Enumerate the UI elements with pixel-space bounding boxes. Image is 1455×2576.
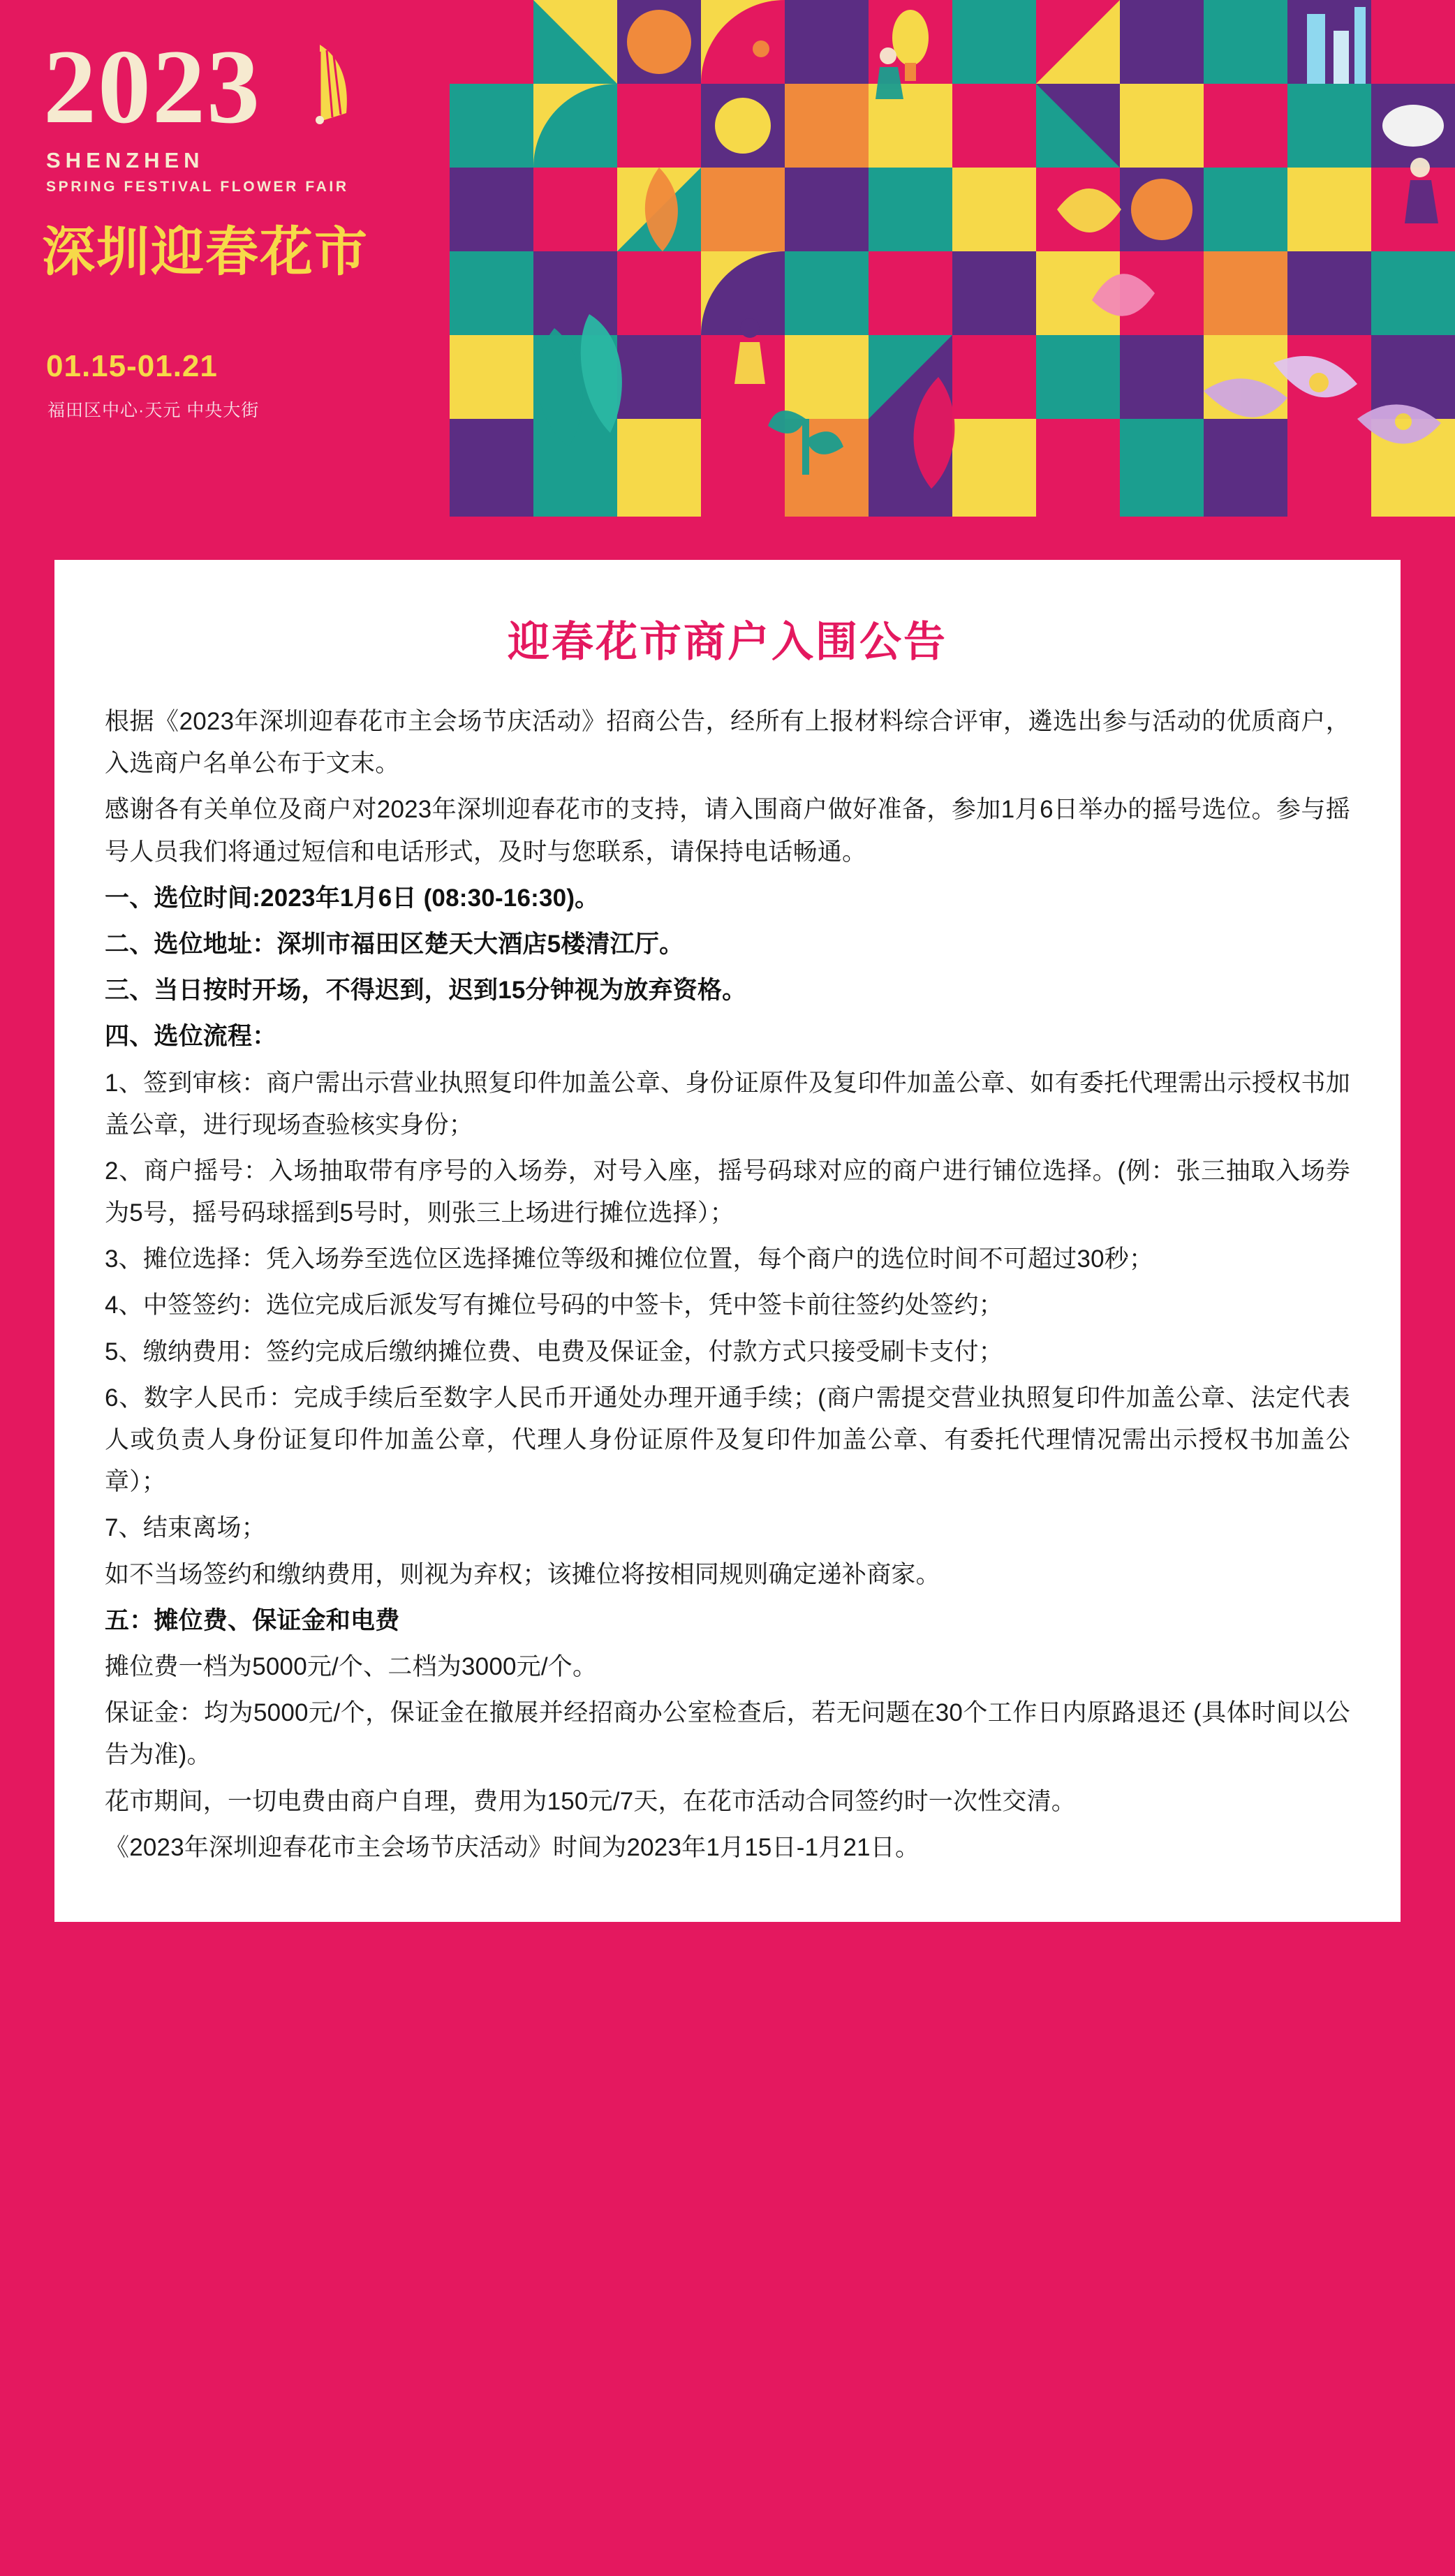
notice-paragraph: 三、当日按时开场，不得迟到，迟到15分钟视为放弃资格。 [105, 977, 747, 1005]
notice-paragraph: 保证金：均为5000元/个，保证金在撤展并经招商办公室检查后，若无问题在30个工作日内原路退还 (具体时间以公告为准)。 [105, 1699, 1350, 1769]
logo-en-subtitle: SPRING FESTIVAL FLOWER FAIR [46, 179, 349, 195]
fan-icon [288, 40, 352, 124]
brand-logo-block [0, 0, 447, 517]
notice-paragraph: 5、缴纳费用：签约完成后缴纳摊位费、电费及保证金，付款方式只接受刷卡支付； [105, 1338, 1003, 1365]
notice-paragraph: 一、选位时间:2023年1月6日 (08:30-16:30)。 [105, 884, 600, 912]
logo-cn-title: 深圳迎春花市 [42, 223, 369, 282]
notice-paragraph: 2、商户摇号：入场抽取带有序号的入场券，对号入座，摇号码球对应的商户进行铺位选择。(例：张三抽取入场券为5号，摇号码球摇到5号时，则张三上场进行摊位选择）； [105, 1157, 1350, 1227]
notice-paragraph: 二、选位地址：深圳市福田区楚天大酒店5楼清江厅。 [105, 930, 684, 958]
notice-paragraph: 感谢各有关单位及商户对2023年深圳迎春花市的支持，请入围商户做好准备，参加1月6日举办的摇号选位。参与摇号人员我们将通过短信和电话形式，及时与您联系，请保持电话畅通。 [105, 796, 1350, 866]
notice-paragraph: 7、结束离场； [105, 1514, 266, 1542]
notice-paragraph: 如不当场签约和缴纳费用，则视为弃权；该摊位将按相同规则确定递补商家。 [105, 1560, 940, 1588]
notice-paragraph: 四、选位流程： [105, 1023, 277, 1051]
event-location: 福田区中心·天元 中央大街 [47, 401, 260, 420]
notice-paragraph: 6、数字人民币：完成手续后至数字人民币开通处办理开通手续；(商户需提交营业执照复印件加盖公章、法定代表人或负责人身份证复印件加盖公章，代理人身份证原件及复印件加盖公章、有委托代理情况需出示授权书加盖公章）； [105, 1384, 1350, 1496]
notice-paragraph: 摊位费一档为5000元/个、二档为3000元/个。 [105, 1652, 598, 1680]
notice-paragraph: 五：摊位费、保证金和电费 [105, 1606, 400, 1634]
notice-paragraph: 根据《2023年深圳迎春花市主会场节庆活动》招商公告，经所有上报材料综合评审，遴选出参与活动的优质商户，入选商户名单公布于文末。 [105, 708, 1350, 778]
notice-paragraph: 《2023年深圳迎春花市主会场节庆活动》时间为2023年1月15日-1月21日。 [105, 1833, 920, 1861]
notice-paragraph: 3、摊位选择：凭入场券至选位区选择摊位等级和摊位位置，每个商户的选位时间不可超过30秒； [105, 1245, 1154, 1273]
notice-card [54, 560, 1401, 1922]
notice-paragraph: 1、签到审核：商户需出示营业执照复印件加盖公章、身份证原件及复印件加盖公章、如有委托代理需出示授权书加盖公章，进行现场查验核实身份； [105, 1069, 1350, 1139]
festival-illustration-mosaic [450, 0, 1455, 517]
notice-paragraph: 花市期间，一切电费由商户自理，费用为150元/7天，在花市活动合同签约时一次性交清。 [105, 1787, 1076, 1815]
page-title: 迎春花市商户入围公告 [508, 619, 947, 665]
logo-en-city: SHENZHEN [46, 148, 205, 172]
poster-header [0, 0, 1455, 517]
notice-body [105, 701, 1350, 1869]
logo-year: 2023 [43, 28, 261, 145]
event-date-range: 01.15-01.21 [46, 349, 218, 383]
notice-paragraph: 4、中签签约：选位完成后派发写有摊位号码的中签卡，凭中签卡前往签约处签约； [105, 1291, 1003, 1319]
